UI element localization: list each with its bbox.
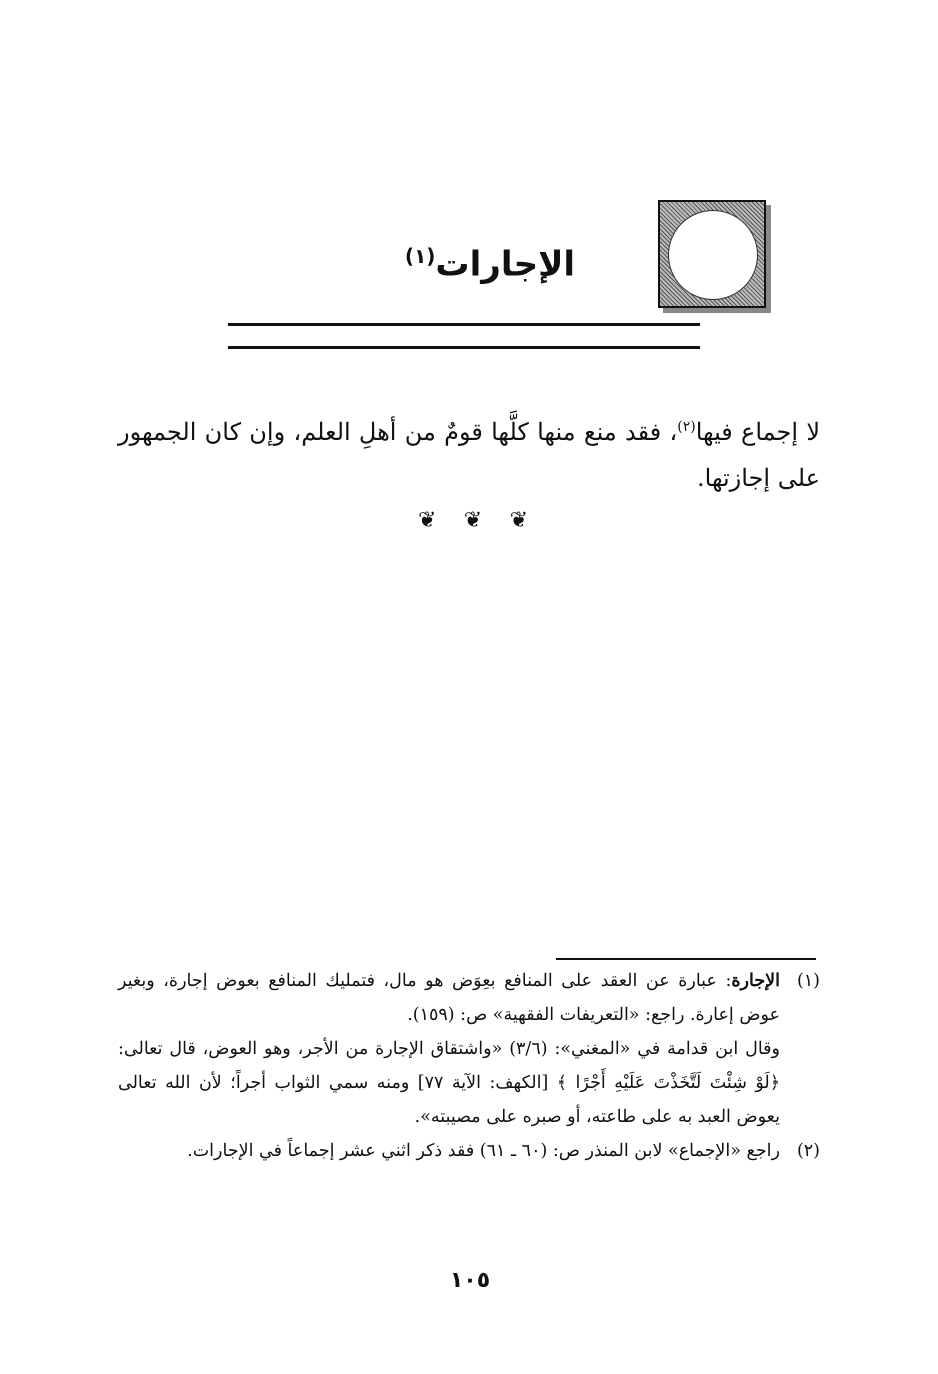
body-paragraph: [118, 404, 820, 501]
page-number: ١٠٥: [449, 1268, 491, 1293]
body-footnote-marker: (٢): [677, 419, 696, 435]
footnote-text: راجع «الإجماع» لابن المنذر ص: (٦٠ ـ ٦١) فقد ذكر اثني عشر إجماعاً في الإجارات.: [187, 1141, 780, 1161]
title-rule-upper: [228, 323, 700, 326]
flourish-icon: ❦: [463, 508, 483, 533]
footnote-body: [118, 1134, 780, 1168]
footnote-number: (١): [796, 971, 820, 991]
footnote-2: [118, 1134, 820, 1168]
footnotes: [118, 964, 820, 1168]
body-text-end: ، فقد منع منها كلَّها قومٌ من أهلِ العلم، وإن كان الجمهور على إجازتها.: [118, 418, 820, 492]
ornament-circle: [668, 210, 758, 300]
chapter-title-footnote-marker: (١): [404, 244, 436, 268]
footnote-paragraph: [118, 1134, 780, 1168]
footnote-number: (٢): [796, 1141, 820, 1161]
footnote-text: : عبارة عن العقد على المنافع بعِوَض هو مال، فتمليك المنافع بعوض إجارة، وبغير عوض إعارة. راجع: «التعريفات الفقهية» ص: (١٥٩).: [118, 971, 780, 1025]
flourish-icon: ❦: [509, 508, 528, 533]
footnote-1: [118, 964, 820, 1134]
footnote-paragraph: [118, 964, 780, 1032]
footnote-body: [118, 964, 780, 1134]
title-rule-lower: [228, 346, 700, 349]
section-flourish: [418, 508, 528, 534]
footnote-separator: [556, 958, 816, 960]
chapter-ornament-icon: [658, 200, 766, 308]
chapter-title: [340, 244, 640, 284]
footnote-term: الإجارة: [731, 971, 780, 991]
footnote-continuation: وقال ابن قدامة في «المغني»: (٣/٦) «واشتقاق الإجارة من الأجر، وهو العوض، قال تعالى: ﴿لَوْ شِئْتَ لَتَّخَذْتَ عَلَيْهِ أَجْرًا ﴾ [الكهف: الآية ٧٧] ومنه سمي الثواب أجراً؛ لأن الله تعالى يعوض العبد به على طاعته، أو صبره على مصيبته».: [118, 1039, 780, 1127]
flourish-icon: ❦: [418, 508, 437, 533]
chapter-title-text: الإجارات: [435, 244, 576, 285]
body-text-start: لا إجماع فيها: [695, 418, 821, 446]
